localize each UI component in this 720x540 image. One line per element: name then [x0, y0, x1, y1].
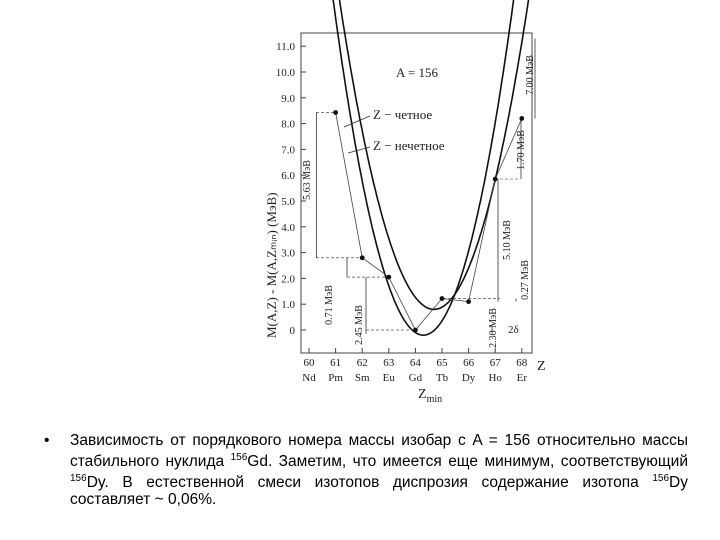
- x-tick-element: Gd: [408, 372, 423, 384]
- y-tick-label: 7.0: [281, 144, 295, 157]
- zmin-label: [418, 387, 442, 405]
- zmin-sub: min: [426, 394, 443, 405]
- x-tick-element: Dy: [461, 372, 476, 384]
- caption-part-3: Dy. В естественной смеси изотопов диспрозия содержание изотопа: [86, 474, 653, 492]
- y-tick-label: 1.0: [281, 299, 295, 312]
- y-tick-label: 11.0: [276, 41, 295, 54]
- legend-odd: Z − нечетное: [373, 138, 445, 153]
- annotation-delta: 2δ: [508, 324, 519, 336]
- x-tick-element: Tb: [435, 372, 449, 384]
- odd-z-point: [493, 177, 498, 182]
- legend-even-pointer: [344, 116, 370, 127]
- x-tick-number: 61: [330, 357, 342, 369]
- x-tick-element: Pm: [328, 372, 343, 384]
- even-z-point: [360, 255, 365, 260]
- caption-text: [70, 432, 688, 508]
- caption-part-2: Gd. Заметим, что имеется еще минимум, соответствующий: [247, 453, 688, 471]
- x-tick-number: 66: [463, 357, 475, 369]
- y-tick-label: 4.0: [281, 221, 295, 234]
- annotation-label: 0.27 МэВ: [520, 260, 531, 300]
- annotation-label: 0.71 МэВ: [324, 285, 335, 325]
- x-tick-element: Nd: [302, 372, 316, 384]
- annotation-label: 7.00 МэВ: [525, 55, 536, 95]
- annotation-label: 2.30 МэВ: [488, 308, 499, 348]
- bullet-dot: •: [44, 432, 50, 449]
- x-tick-number: 67: [489, 357, 501, 369]
- odd-z-curve: [335, 0, 529, 309]
- y-tick-label: 8.0: [281, 118, 295, 131]
- caption-sup-1: 156: [230, 452, 248, 463]
- plot-frame: [301, 33, 532, 353]
- y-tick-label: 0: [289, 325, 295, 337]
- legend-even: Z − четное: [373, 107, 433, 122]
- annotation-label: 2.45 МэВ: [354, 305, 365, 345]
- y-tick-label: 5.0: [281, 196, 295, 208]
- chart-title: A = 156: [396, 65, 439, 80]
- annotation-label: 5.63 МэВ: [302, 160, 313, 200]
- caption-sup-3: 156: [652, 473, 670, 485]
- x-tick-element: Eu: [382, 372, 395, 384]
- x-axis-label: Z: [537, 359, 546, 374]
- x-tick-number: 62: [356, 357, 368, 369]
- caption-part-4: Dy составляет ~ 0,06%.: [70, 474, 688, 509]
- y-axis-label: M(A,Z) - M(A,Zₘᵢₙ) (МэВ): [264, 192, 279, 338]
- even-z-point: [466, 299, 471, 304]
- y-tick-label: 10.0: [275, 67, 295, 79]
- x-tick-number: 64: [409, 357, 421, 369]
- x-tick-element: Er: [516, 372, 527, 384]
- annotation-label: 5.10 МэВ: [502, 220, 513, 260]
- odd-z-point: [440, 296, 445, 301]
- odd-z-point: [333, 110, 338, 115]
- x-tick-number: 60: [303, 357, 315, 369]
- annotation-label: 1.70 МэВ: [516, 130, 527, 170]
- y-tick-label: 6.0: [281, 170, 295, 183]
- x-tick-number: 63: [383, 357, 395, 369]
- x-tick-number: 68: [516, 357, 528, 369]
- x-tick-number: 65: [436, 357, 448, 369]
- even-z-point: [413, 328, 418, 333]
- x-tick-element: Sm: [354, 372, 370, 384]
- y-tick-label: 9.0: [281, 92, 295, 105]
- caption-sup-2: 156: [70, 473, 87, 485]
- odd-z-point: [386, 275, 391, 280]
- y-tick-label: 3.0: [281, 247, 295, 260]
- y-tick-label: 2.0: [281, 273, 295, 286]
- zmin-main: Z: [418, 387, 427, 402]
- caption-part-1: Зависимость от порядкового номера массы изобар с A = 156 относительно массы стабильного нуклида: [70, 432, 688, 471]
- x-tick-element: Ho: [488, 372, 502, 384]
- even-z-point: [519, 116, 524, 121]
